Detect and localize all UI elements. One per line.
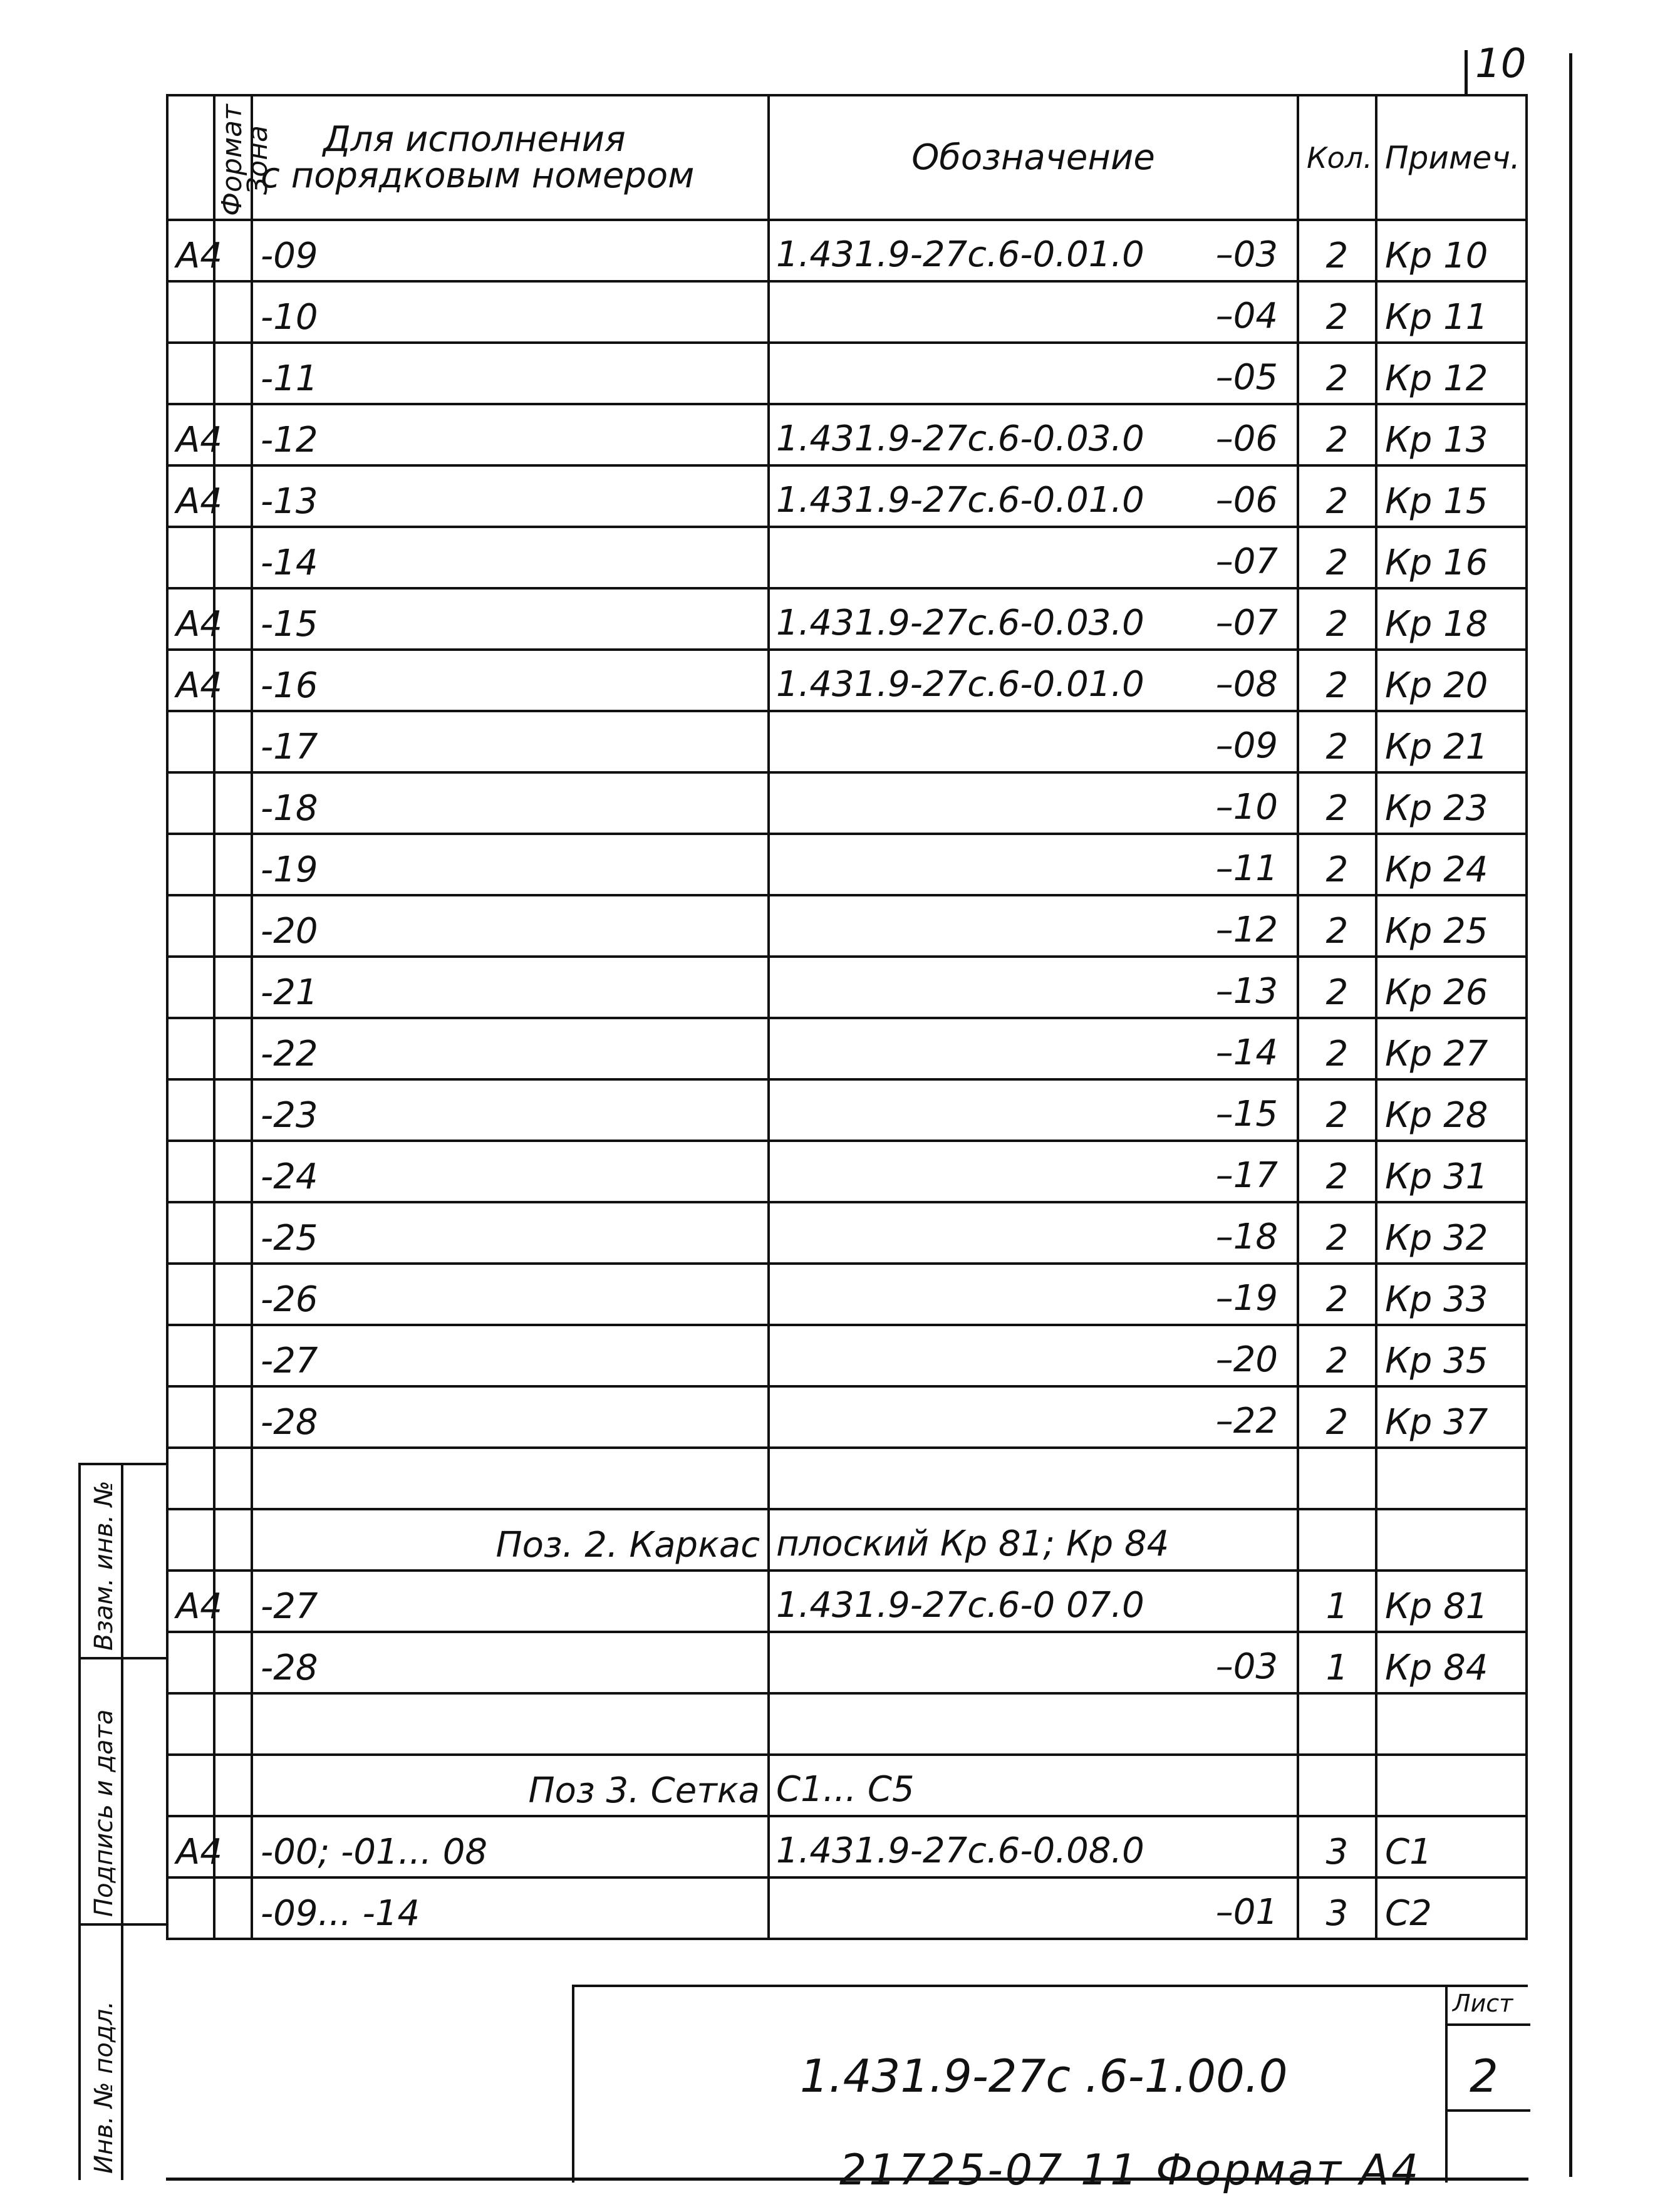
designation-base: 1.431.9-27с.6-0.03.0 bbox=[776, 418, 1144, 459]
table-row bbox=[167, 1816, 1527, 1877]
execution-cell: -00; -01... 08 bbox=[252, 1816, 769, 1877]
designation-cell bbox=[769, 957, 1298, 1018]
format-cell bbox=[167, 1632, 214, 1693]
execution-cell: -21 bbox=[252, 957, 769, 1018]
designation-suffix: –01 bbox=[1215, 1892, 1278, 1933]
designation-cell bbox=[769, 1571, 1298, 1632]
table-body bbox=[167, 220, 1527, 1939]
execution-cell: -09... -14 bbox=[252, 1877, 769, 1939]
format-cell bbox=[167, 1141, 214, 1202]
designation-cell bbox=[769, 1632, 1298, 1693]
execution-cell: -28 bbox=[252, 1386, 769, 1448]
designation-cell bbox=[769, 1079, 1298, 1141]
execution-cell: -23 bbox=[252, 1079, 769, 1141]
header-execution: Для исполнения с порядковым номером bbox=[252, 95, 769, 220]
designation-cell bbox=[769, 1877, 1298, 1939]
zone-cell bbox=[214, 1755, 252, 1816]
designation-suffix: –11 bbox=[1215, 848, 1278, 889]
execution-cell: -09 bbox=[252, 220, 769, 281]
zone-cell bbox=[214, 1632, 252, 1693]
designation-base: 1.431.9-27с.6-0.08.0 bbox=[776, 1830, 1144, 1871]
execution-cell: -10 bbox=[252, 281, 769, 343]
document-code: 1.431.9-27с .6-1.00.0 bbox=[800, 2050, 1288, 2102]
format-cell bbox=[167, 1018, 214, 1079]
quantity-cell: 2 bbox=[1298, 1079, 1376, 1141]
format-cell bbox=[167, 711, 214, 772]
quantity-cell: 2 bbox=[1298, 711, 1376, 772]
note-cell: Кр 81 bbox=[1376, 1571, 1527, 1632]
header-zone: Зона bbox=[214, 95, 252, 220]
table-row bbox=[167, 281, 1527, 343]
left-binding-strip bbox=[78, 1463, 166, 2180]
designation-base: плоский Кр 81; Кр 84 bbox=[776, 1524, 1170, 1564]
table-row bbox=[167, 1755, 1527, 1816]
quantity-cell: 2 bbox=[1298, 527, 1376, 588]
execution-cell: -11 bbox=[252, 343, 769, 404]
execution-cell: -15 bbox=[252, 588, 769, 650]
designation-cell bbox=[769, 1693, 1298, 1755]
designation-suffix: –17 bbox=[1215, 1155, 1278, 1196]
format-cell bbox=[167, 1877, 214, 1939]
note-cell: Кр 23 bbox=[1376, 772, 1527, 834]
zone-cell bbox=[214, 1448, 252, 1509]
format-cell bbox=[167, 1264, 214, 1325]
table-row bbox=[167, 1571, 1527, 1632]
note-cell bbox=[1376, 1755, 1527, 1816]
execution-cell: -25 bbox=[252, 1202, 769, 1264]
zone-cell bbox=[214, 1141, 252, 1202]
format-cell bbox=[167, 1325, 214, 1386]
table-row bbox=[167, 220, 1527, 281]
quantity-cell: 3 bbox=[1298, 1816, 1376, 1877]
table-row bbox=[167, 650, 1527, 711]
note-cell: Кр 28 bbox=[1376, 1079, 1527, 1141]
format-cell bbox=[167, 957, 214, 1018]
designation-cell bbox=[769, 1325, 1298, 1386]
specification-table bbox=[166, 94, 1528, 1940]
quantity-cell: 1 bbox=[1298, 1632, 1376, 1693]
table-row bbox=[167, 1448, 1527, 1509]
designation-cell bbox=[769, 1018, 1298, 1079]
format-cell bbox=[167, 281, 214, 343]
table-row bbox=[167, 588, 1527, 650]
quantity-cell: 2 bbox=[1298, 1386, 1376, 1448]
table-row bbox=[167, 404, 1527, 465]
designation-cell bbox=[769, 343, 1298, 404]
execution-cell: Поз 3. Сетка bbox=[252, 1755, 769, 1816]
quantity-cell bbox=[1298, 1448, 1376, 1509]
note-cell: Кр 31 bbox=[1376, 1141, 1527, 1202]
execution-cell: -27 bbox=[252, 1325, 769, 1386]
zone-cell bbox=[214, 772, 252, 834]
note-cell: Кр 26 bbox=[1376, 957, 1527, 1018]
note-cell bbox=[1376, 1509, 1527, 1571]
designation-cell bbox=[769, 1448, 1298, 1509]
designation-suffix: –15 bbox=[1215, 1094, 1278, 1135]
table-row bbox=[167, 343, 1527, 404]
note-cell bbox=[1376, 1448, 1527, 1509]
zone-cell bbox=[214, 1264, 252, 1325]
table-row bbox=[167, 1632, 1527, 1693]
header-designation: Обозначение bbox=[769, 95, 1298, 220]
replacement-inventory-label: Взам. инв. № bbox=[90, 1480, 118, 1651]
table-row bbox=[167, 834, 1527, 895]
quantity-cell: 3 bbox=[1298, 1877, 1376, 1939]
execution-cell: -26 bbox=[252, 1264, 769, 1325]
quantity-cell: 2 bbox=[1298, 1141, 1376, 1202]
execution-cell: -14 bbox=[252, 527, 769, 588]
designation-suffix: –12 bbox=[1215, 910, 1278, 950]
note-cell: Кр 20 bbox=[1376, 650, 1527, 711]
designation-suffix: –05 bbox=[1215, 357, 1278, 398]
quantity-cell: 2 bbox=[1298, 465, 1376, 527]
table-row bbox=[167, 711, 1527, 772]
format-cell bbox=[167, 1386, 214, 1448]
zone-cell bbox=[214, 1693, 252, 1755]
zone-cell bbox=[214, 957, 252, 1018]
format-cell: А4 bbox=[167, 650, 214, 711]
zone-cell bbox=[214, 1202, 252, 1264]
note-cell: Кр 33 bbox=[1376, 1264, 1527, 1325]
execution-cell bbox=[252, 1448, 769, 1509]
zone-cell bbox=[214, 895, 252, 957]
designation-suffix: –20 bbox=[1215, 1339, 1278, 1380]
designation-suffix: –03 bbox=[1215, 234, 1278, 275]
designation-suffix: –03 bbox=[1215, 1646, 1278, 1687]
execution-cell: -20 bbox=[252, 895, 769, 957]
designation-suffix: –10 bbox=[1215, 787, 1278, 828]
format-cell bbox=[167, 1755, 214, 1816]
note-cell: Кр 11 bbox=[1376, 281, 1527, 343]
note-cell: Кр 32 bbox=[1376, 1202, 1527, 1264]
designation-base: 1.431.9-27с.6-0 07.0 bbox=[776, 1585, 1144, 1626]
note-cell: Кр 12 bbox=[1376, 343, 1527, 404]
designation-cell bbox=[769, 1755, 1298, 1816]
note-cell: Кр 13 bbox=[1376, 404, 1527, 465]
table-row bbox=[167, 1202, 1527, 1264]
designation-base: С1... С5 bbox=[776, 1769, 915, 1810]
designation-suffix: –07 bbox=[1215, 603, 1278, 643]
designation-base: 1.431.9-27с.6-0.01.0 bbox=[776, 664, 1144, 705]
format-cell bbox=[167, 1509, 214, 1571]
designation-cell bbox=[769, 465, 1298, 527]
table-row bbox=[167, 1018, 1527, 1079]
table-row bbox=[167, 1264, 1527, 1325]
format-cell bbox=[167, 1693, 214, 1755]
sheet-number-divider bbox=[1465, 50, 1468, 95]
designation-cell bbox=[769, 1509, 1298, 1571]
note-cell: Кр 84 bbox=[1376, 1632, 1527, 1693]
note-cell: С2 bbox=[1376, 1877, 1527, 1939]
designation-suffix: –22 bbox=[1215, 1401, 1278, 1441]
quantity-cell: 2 bbox=[1298, 281, 1376, 343]
quantity-cell: 2 bbox=[1298, 895, 1376, 957]
sheet-box bbox=[1445, 1987, 1530, 2183]
execution-cell: -24 bbox=[252, 1141, 769, 1202]
designation-suffix: –06 bbox=[1215, 418, 1278, 459]
zone-cell bbox=[214, 1877, 252, 1939]
execution-cell: -18 bbox=[252, 772, 769, 834]
frame-right-border bbox=[1569, 53, 1572, 2177]
designation-cell bbox=[769, 1202, 1298, 1264]
table-row bbox=[167, 772, 1527, 834]
execution-cell: -17 bbox=[252, 711, 769, 772]
stamp-sheet-number: 2 bbox=[1470, 2050, 1498, 2102]
format-cell bbox=[167, 527, 214, 588]
table-row bbox=[167, 1877, 1527, 1939]
designation-cell bbox=[769, 895, 1298, 957]
quantity-cell: 2 bbox=[1298, 1018, 1376, 1079]
table-row bbox=[167, 527, 1527, 588]
execution-cell bbox=[252, 1693, 769, 1755]
table-row bbox=[167, 957, 1527, 1018]
designation-suffix: –08 bbox=[1215, 664, 1278, 705]
header-note: Примеч. bbox=[1376, 95, 1527, 220]
note-cell: Кр 10 bbox=[1376, 220, 1527, 281]
designation-base: 1.431.9-27с.6-0.01.0 bbox=[776, 480, 1144, 521]
table-row bbox=[167, 465, 1527, 527]
format-cell bbox=[167, 834, 214, 895]
designation-base: 1.431.9-27с.6-0.03.0 bbox=[776, 603, 1144, 643]
note-cell bbox=[1376, 1693, 1527, 1755]
quantity-cell: 1 bbox=[1298, 1571, 1376, 1632]
designation-suffix: –07 bbox=[1215, 541, 1278, 582]
zone-cell bbox=[214, 1018, 252, 1079]
execution-cell: -22 bbox=[252, 1018, 769, 1079]
quantity-cell: 2 bbox=[1298, 1264, 1376, 1325]
quantity-cell bbox=[1298, 1755, 1376, 1816]
note-cell: Кр 37 bbox=[1376, 1386, 1527, 1448]
zone-cell bbox=[214, 1509, 252, 1571]
quantity-cell: 2 bbox=[1298, 957, 1376, 1018]
designation-suffix: –04 bbox=[1215, 296, 1278, 336]
zone-cell bbox=[214, 1386, 252, 1448]
execution-cell: -13 bbox=[252, 465, 769, 527]
signature-date-label: Подпись и дата bbox=[90, 1709, 118, 1917]
designation-cell bbox=[769, 588, 1298, 650]
quantity-cell: 2 bbox=[1298, 1325, 1376, 1386]
designation-cell bbox=[769, 834, 1298, 895]
note-cell: Кр 27 bbox=[1376, 1018, 1527, 1079]
quantity-cell: 2 bbox=[1298, 650, 1376, 711]
format-cell: А4 bbox=[167, 588, 214, 650]
zone-cell bbox=[214, 281, 252, 343]
sheet-number: 10 bbox=[1475, 41, 1527, 87]
quantity-cell: 2 bbox=[1298, 772, 1376, 834]
execution-cell: -16 bbox=[252, 650, 769, 711]
format-cell bbox=[167, 1079, 214, 1141]
quantity-cell bbox=[1298, 1693, 1376, 1755]
zone-cell bbox=[214, 527, 252, 588]
designation-cell bbox=[769, 281, 1298, 343]
format-cell: А4 bbox=[167, 1816, 214, 1877]
note-cell: Кр 21 bbox=[1376, 711, 1527, 772]
sheet-label: Лист bbox=[1453, 1990, 1513, 2017]
quantity-cell: 2 bbox=[1298, 588, 1376, 650]
quantity-cell: 2 bbox=[1298, 834, 1376, 895]
format-cell: А4 bbox=[167, 465, 214, 527]
designation-cell bbox=[769, 1141, 1298, 1202]
execution-cell: -19 bbox=[252, 834, 769, 895]
format-cell bbox=[167, 343, 214, 404]
zone-cell bbox=[214, 343, 252, 404]
note-cell: Кр 25 bbox=[1376, 895, 1527, 957]
footer-format-note: 21725-07 11 Формат А4 bbox=[839, 2146, 1421, 2195]
designation-cell bbox=[769, 772, 1298, 834]
execution-cell: -28 bbox=[252, 1632, 769, 1693]
format-cell: А4 bbox=[167, 404, 214, 465]
format-cell bbox=[167, 1202, 214, 1264]
designation-cell bbox=[769, 650, 1298, 711]
header-quantity: Кол. bbox=[1298, 95, 1376, 220]
execution-cell: -12 bbox=[252, 404, 769, 465]
quantity-cell: 2 bbox=[1298, 220, 1376, 281]
format-cell bbox=[167, 895, 214, 957]
zone-cell bbox=[214, 1079, 252, 1141]
designation-suffix: –18 bbox=[1215, 1217, 1278, 1257]
designation-cell bbox=[769, 527, 1298, 588]
designation-base: 1.431.9-27с.6-0.01.0 bbox=[776, 234, 1144, 275]
table-row bbox=[167, 1509, 1527, 1571]
quantity-cell bbox=[1298, 1509, 1376, 1571]
quantity-cell: 2 bbox=[1298, 1202, 1376, 1264]
designation-cell bbox=[769, 711, 1298, 772]
designation-cell bbox=[769, 1264, 1298, 1325]
format-cell: А4 bbox=[167, 220, 214, 281]
table-header-row bbox=[167, 95, 1527, 220]
table-row bbox=[167, 1079, 1527, 1141]
header-format: Формат bbox=[167, 95, 214, 220]
designation-suffix: –09 bbox=[1215, 725, 1278, 766]
designation-cell bbox=[769, 220, 1298, 281]
note-cell: С1 bbox=[1376, 1816, 1527, 1877]
designation-suffix: –19 bbox=[1215, 1278, 1278, 1319]
designation-suffix: –13 bbox=[1215, 971, 1278, 1012]
zone-cell bbox=[214, 834, 252, 895]
table-row bbox=[167, 1141, 1527, 1202]
quantity-cell: 2 bbox=[1298, 343, 1376, 404]
note-cell: Кр 16 bbox=[1376, 527, 1527, 588]
note-cell: Кр 35 bbox=[1376, 1325, 1527, 1386]
format-cell bbox=[167, 772, 214, 834]
table-row bbox=[167, 1325, 1527, 1386]
zone-cell bbox=[214, 711, 252, 772]
original-inventory-label: Инв. № подл. bbox=[90, 2001, 118, 2174]
designation-cell bbox=[769, 1386, 1298, 1448]
table-row bbox=[167, 1693, 1527, 1755]
table-row bbox=[167, 895, 1527, 957]
table-row bbox=[167, 1386, 1527, 1448]
format-cell: А4 bbox=[167, 1571, 214, 1632]
note-cell: Кр 24 bbox=[1376, 834, 1527, 895]
quantity-cell: 2 bbox=[1298, 404, 1376, 465]
note-cell: Кр 18 bbox=[1376, 588, 1527, 650]
designation-suffix: –06 bbox=[1215, 480, 1278, 521]
zone-cell bbox=[214, 1325, 252, 1386]
format-cell bbox=[167, 1448, 214, 1509]
designation-cell bbox=[769, 1816, 1298, 1877]
note-cell: Кр 15 bbox=[1376, 465, 1527, 527]
designation-suffix: –14 bbox=[1215, 1032, 1278, 1073]
execution-cell: -27 bbox=[252, 1571, 769, 1632]
execution-cell: Поз. 2. Каркас bbox=[252, 1509, 769, 1571]
designation-cell bbox=[769, 404, 1298, 465]
